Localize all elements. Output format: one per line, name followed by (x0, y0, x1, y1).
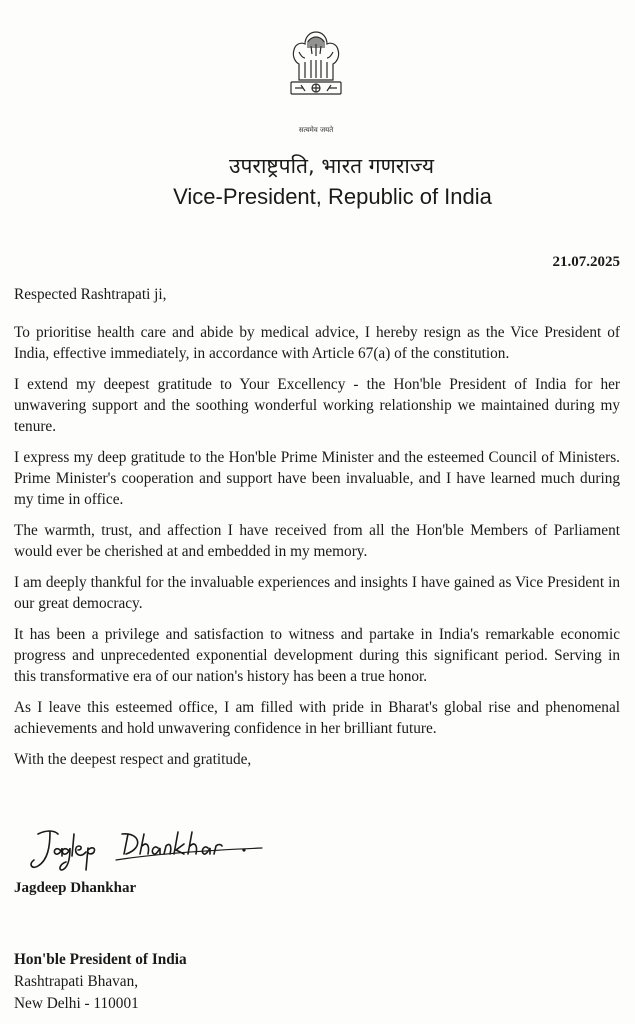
header-title-hindi: उपराष्ट्रपति, भारत गणराज्य (228, 154, 435, 178)
addressee-title: Hon'ble President of India (14, 951, 187, 968)
lion-capital-icon (281, 22, 351, 122)
paragraph: I express my deep gratitude to the Hon'ble Prime Minister and the esteemed Council of Ministers. Prime Minister's cooperation and support have been invaluable, and I have learned much during my time in office. (14, 449, 620, 508)
emblem-motto: सत्यमेव जयते (298, 126, 334, 134)
paragraph: It has been a privilege and satisfaction to witness and partake in India's remarkable economic progress and unprecedented exponential development during this significant period. Serving in this transformative era of our nation's history has been a true honor. (14, 626, 620, 685)
addressee-line: Rashtrapati Bhavan, (14, 973, 139, 990)
closing: With the deepest respect and gratitude, (14, 751, 252, 768)
addressee-block (14, 949, 187, 1015)
paragraph: I am deeply thankful for the invaluable experiences and insights I have gained as Vice President in our great democracy. (14, 574, 620, 612)
header-title-english: Vice-President, Republic of India (173, 184, 492, 209)
salutation: Respected Rashtrapati ji, (14, 286, 167, 303)
paragraph: I extend my deepest gratitude to Your Excellency - the Hon'ble President of India for her unwavering support and the soothing wonderful working relationship we maintained during my tenure. (14, 376, 620, 435)
handwritten-signature (24, 820, 274, 880)
paragraph: The warmth, trust, and affection I have received from all the Hon'ble Members of Parliament would ever be cherished at and embedded in my memory. (14, 522, 620, 560)
signatory-name: Jagdeep Dhankhar (14, 880, 137, 896)
state-emblem (281, 22, 351, 140)
addressee-line: New Delhi - 110001 (14, 995, 139, 1012)
paragraph: As I leave this esteemed office, I am filled with pride in Bharat's global rise and phenomenal achievements and hold unwavering confidence in her brilliant future. (14, 699, 620, 737)
letter-date: 21.07.2025 (552, 254, 620, 270)
paragraph: To prioritise health care and abide by medical advice, I hereby resign as the Vice President of India, effective immediately, in accordance with Article 67(a) of the constitution. (14, 324, 620, 362)
signature-icon (24, 820, 274, 880)
letter-body (14, 284, 620, 780)
